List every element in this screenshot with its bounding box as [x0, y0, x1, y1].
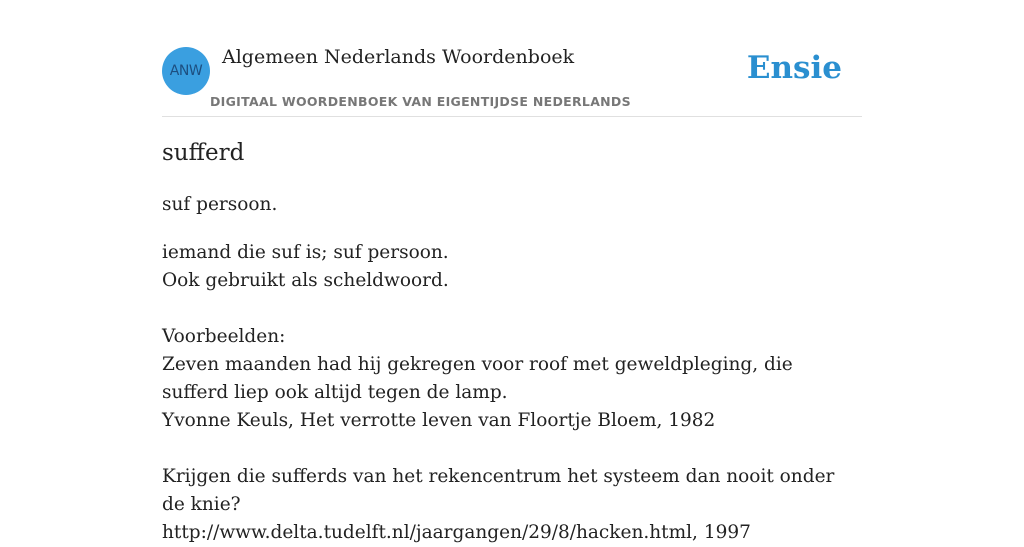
short-definition: suf persoon.: [162, 194, 278, 215]
entry-headword: sufferd: [162, 140, 245, 166]
definition-note: Ook gebruikt als scheldwoord.: [162, 270, 449, 291]
example-text: Krijgen die sufferds van het rekencentrum het systeem dan nooit onder de knie?: [162, 466, 835, 515]
example-source: Yvonne Keuls, Het verrotte leven van Floortje Bloem, 1982: [162, 410, 716, 431]
anw-logo[interactable]: [162, 47, 210, 95]
entry-body: [162, 239, 862, 547]
example-text: Zeven maanden had hij gekregen voor roof met geweldpleging, die sufferd liep ook altijd tegen de lamp.: [162, 354, 793, 403]
example-source[interactable]: http://www.delta.tudelft.nl/jaargangen/29/8/hacken.html, 1997: [162, 522, 751, 543]
site-header: [162, 0, 862, 117]
page-container: [162, 0, 862, 543]
ensie-brand-link[interactable]: Ensie: [746, 50, 842, 86]
logo-text: ANW: [169, 63, 203, 79]
site-subtitle: DIGITAAL WOORDENBOEK VAN EIGENTIJDSE NEDERLANDS: [210, 94, 631, 109]
definition-line: iemand die suf is; suf persoon.: [162, 242, 449, 263]
examples-label: Voorbeelden:: [162, 326, 286, 347]
site-title[interactable]: Algemeen Nederlands Woordenboek: [222, 46, 575, 68]
